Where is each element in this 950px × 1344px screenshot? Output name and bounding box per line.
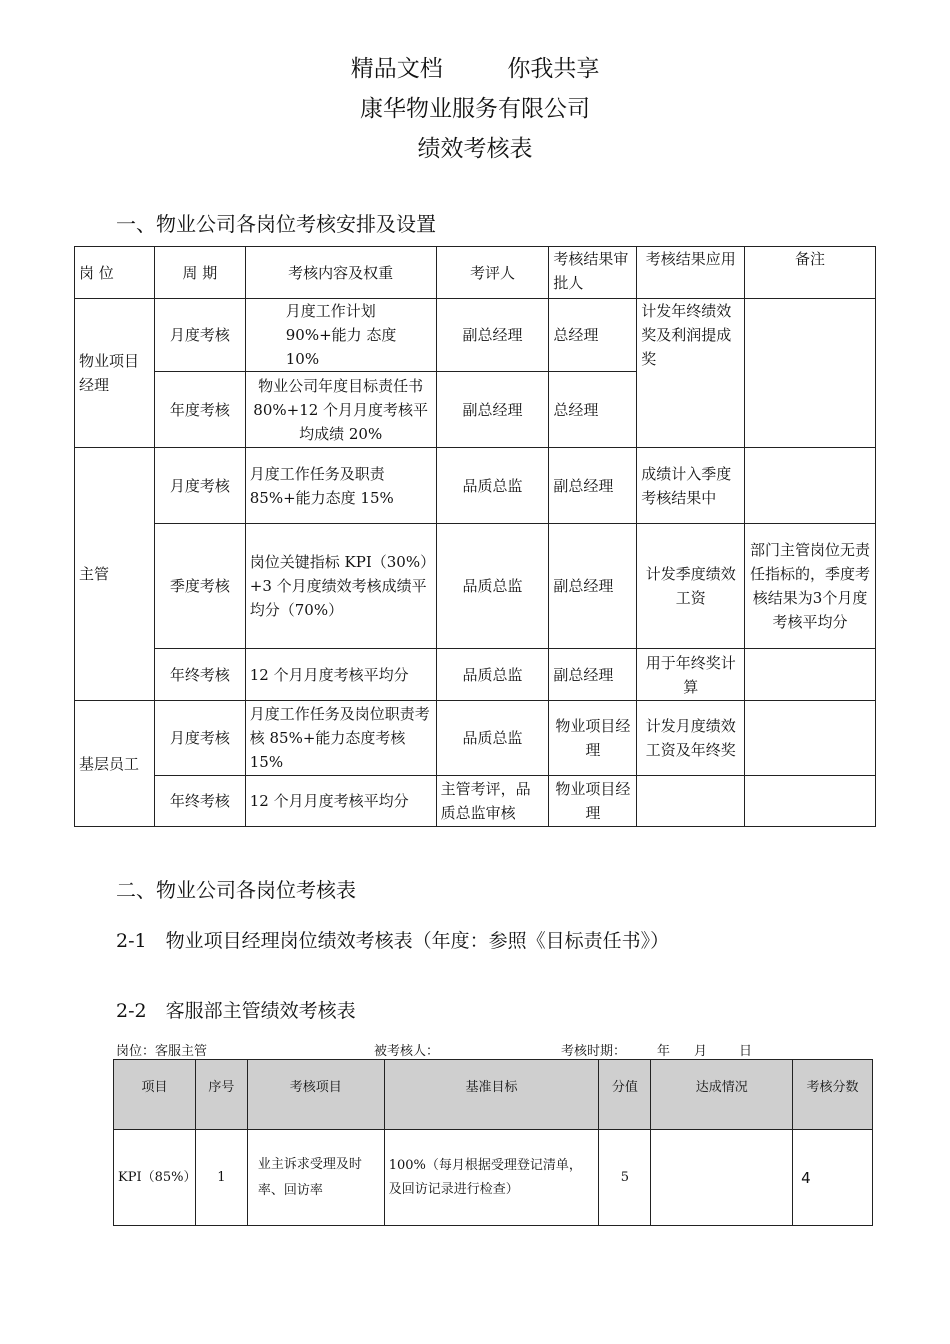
table-row — [75, 299, 876, 372]
col-no: 序号 — [195, 1060, 247, 1130]
table-row — [75, 448, 876, 524]
info-year: 年 — [657, 1044, 671, 1059]
col-item: 项目 — [114, 1060, 196, 1130]
info-day: 日 — [739, 1044, 753, 1059]
period-cell: 年终考核 — [154, 776, 245, 827]
content-cell: 月度工作计划 90%+能力 态度 10% — [245, 299, 436, 372]
period-cell: 季度考核 — [154, 524, 245, 649]
section2-title: 二、物业公司各岗位考核表 — [116, 878, 356, 902]
info-period: 考核时期： — [561, 1044, 627, 1059]
apply-cell: 用于年终奖计算 — [637, 649, 745, 701]
note-cell — [745, 701, 876, 776]
result-cell: 4 — [793, 1130, 873, 1226]
name-cell: 业主诉求受理及时率、回访率 — [247, 1130, 384, 1226]
section1-title: 一、物业公司各岗位考核安排及设置 — [116, 212, 436, 236]
note-cell — [745, 299, 876, 448]
note-cell — [745, 448, 876, 524]
approver-cell: 物业项目经理 — [549, 776, 637, 827]
col-target: 基准目标 — [384, 1060, 599, 1130]
note-cell — [745, 776, 876, 827]
approver-cell: 总经理 — [549, 372, 637, 448]
col-score: 分值 — [599, 1060, 651, 1130]
info-examinee: 被考核人： — [374, 1044, 440, 1059]
target-cell: 100%（每月根据受理登记清单，及回访记录进行检查） — [384, 1130, 599, 1226]
period-cell: 月度考核 — [154, 448, 245, 524]
apply-cell: 计发年终绩效奖及利润提成奖 — [637, 299, 745, 448]
position-cell: 物业项目经理 — [75, 299, 155, 448]
col-result: 考核分数 — [793, 1060, 873, 1130]
approver-cell: 副总经理 — [549, 448, 637, 524]
evaluator-cell: 副总经理 — [436, 299, 549, 372]
header-right: 你我共享 — [507, 56, 600, 82]
item-cell: KPI（85%） — [114, 1130, 196, 1226]
header-line — [0, 50, 950, 83]
period-cell: 年终考核 — [154, 649, 245, 701]
table-row — [75, 524, 876, 649]
achieve-cell — [651, 1130, 793, 1226]
table-header-row — [75, 247, 876, 299]
period-cell: 月度考核 — [154, 701, 245, 776]
col-approver: 考核结果审批人 — [549, 247, 637, 299]
col-evaluator: 考评人 — [436, 247, 549, 299]
position-cell: 主管 — [75, 448, 155, 701]
col-apply: 考核结果应用 — [637, 247, 745, 299]
table-row — [75, 776, 876, 827]
note-cell: 部门主管岗位无责任指标的，季度考核结果为3个月度考核平均分 — [745, 524, 876, 649]
col-note: 备注 — [745, 247, 876, 299]
company-name: 康华物业服务有限公司 — [360, 96, 590, 122]
period-cell: 月度考核 — [154, 299, 245, 372]
position-cell: 基层员工 — [75, 701, 155, 827]
period-cell: 年度考核 — [154, 372, 245, 448]
content-cell: 月度工作任务及岗位职责考核 85%+能力态度考核 15% — [245, 701, 436, 776]
schedule-table — [74, 246, 876, 827]
evaluator-cell: 品质总监 — [436, 448, 549, 524]
content-cell: 月度工作任务及职责 85%+能力态度 15% — [245, 448, 436, 524]
col-period: 周 期 — [154, 247, 245, 299]
evaluator-cell: 副总经理 — [436, 372, 549, 448]
content-cell: 物业公司年度目标责任书 80%+12 个月月度考核平均成绩 20% — [245, 372, 436, 448]
approver-cell: 副总经理 — [549, 524, 637, 649]
evaluator-cell: 主管考评，品质总监审核 — [436, 776, 549, 827]
header-left: 精品文档 — [350, 56, 443, 82]
content-cell: 12 个月月度考核平均分 — [245, 649, 436, 701]
col-content: 考核内容及权重 — [245, 247, 436, 299]
info-position: 岗位：客服主管 — [116, 1044, 208, 1059]
col-name: 考核项目 — [247, 1060, 384, 1130]
apply-cell: 成绩计入季度考核结果中 — [637, 448, 745, 524]
approver-cell: 物业项目经理 — [549, 701, 637, 776]
subsection-2-1: 2-1 物业项目经理岗位绩效考核表（年度：参照《目标责任书》） — [116, 930, 670, 952]
col-position: 岗 位 — [75, 247, 155, 299]
apply-cell: 计发季度绩效工资 — [637, 524, 745, 649]
approver-cell: 总经理 — [549, 299, 637, 372]
document-title: 绩效考核表 — [417, 136, 533, 162]
table-row — [75, 649, 876, 701]
evaluator-cell: 品质总监 — [436, 649, 549, 701]
score-cell: 5 — [599, 1130, 651, 1226]
evaluator-cell: 品质总监 — [436, 701, 549, 776]
apply-cell: 计发月度绩效工资及年终奖 — [637, 701, 745, 776]
content-cell: 12 个月月度考核平均分 — [245, 776, 436, 827]
info-month: 月 — [694, 1044, 708, 1059]
table-header-row — [114, 1060, 873, 1130]
subsection-2-2: 2-2 客服部主管绩效考核表 — [116, 1000, 356, 1022]
no-cell: 1 — [195, 1130, 247, 1226]
col-achieve: 达成情况 — [651, 1060, 793, 1130]
table-row — [75, 701, 876, 776]
content-cell: 岗位关键指标 KPI（30%）+3 个月度绩效考核成绩平均分（70%） — [245, 524, 436, 649]
apply-cell — [637, 776, 745, 827]
approver-cell: 副总经理 — [549, 649, 637, 701]
evaluator-cell: 品质总监 — [436, 524, 549, 649]
table-row — [114, 1130, 873, 1226]
note-cell — [745, 649, 876, 701]
kpi-table — [113, 1059, 873, 1226]
